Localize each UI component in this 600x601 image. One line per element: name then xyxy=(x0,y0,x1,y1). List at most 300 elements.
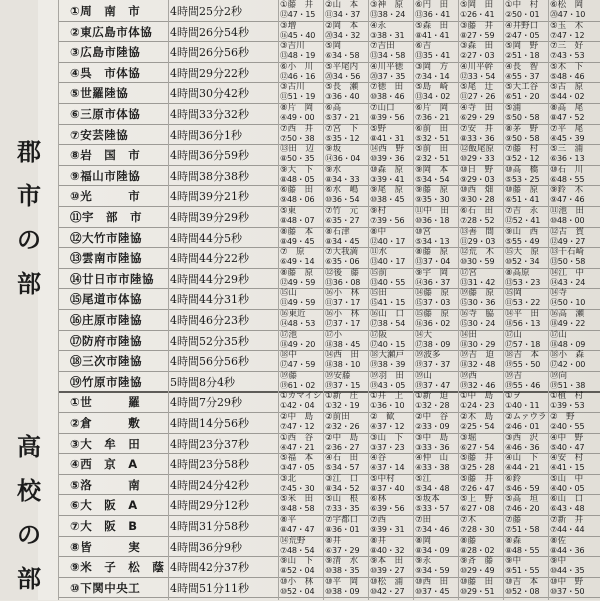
leg-cell xyxy=(415,247,460,267)
leg-time: ⑤40・47 xyxy=(550,442,585,452)
leg-cell xyxy=(280,577,325,597)
leg-cell xyxy=(505,227,550,247)
leg-time: ②36・27 xyxy=(325,442,360,452)
team-name: ⑧皆 実 xyxy=(70,539,141,554)
leg-cell xyxy=(415,227,460,247)
runner-name: ⑦吉 永 xyxy=(505,206,539,216)
leg-time: ⑤34・48 xyxy=(415,483,450,493)
runner-name: ⑯小 林 xyxy=(325,288,360,299)
leg-cell xyxy=(460,21,505,41)
leg-time: ⑩52・34 xyxy=(505,257,540,267)
leg-cell xyxy=(370,103,415,123)
leg-cell xyxy=(370,433,415,453)
leg-cell xyxy=(415,371,460,391)
leg-time: ⑲37・47 xyxy=(415,380,451,390)
runner-name: ⑲山 xyxy=(415,370,441,381)
leg-time: ⑳34・56 xyxy=(325,71,361,81)
leg-cell xyxy=(325,577,370,597)
runner-name: ⑦西 xyxy=(370,515,387,525)
leg-cell xyxy=(280,288,325,308)
runner-name: ④川平徳 xyxy=(370,61,404,72)
total-time: 4時間30分42秒 xyxy=(170,87,249,101)
leg-cell xyxy=(550,391,595,411)
leg-time: ⑲55・46 xyxy=(505,380,541,390)
runner-name: ⑦宮 下 xyxy=(325,123,359,134)
leg-cell xyxy=(460,82,505,102)
leg-cell xyxy=(325,165,370,185)
runner-name: ⑪中 田 xyxy=(415,206,450,216)
leg-time: ⑬37・04 xyxy=(415,257,451,267)
leg-time: ⑤37・21 xyxy=(325,113,360,122)
runner-name: ②中 島 xyxy=(280,412,314,422)
leg-cell xyxy=(505,103,550,123)
leg-cell xyxy=(370,124,415,144)
leg-time: ⑤48・46 xyxy=(550,71,585,81)
runner-name: ⑨本 田 xyxy=(370,556,404,567)
leg-time: ⑨29・03 xyxy=(460,174,495,184)
runner-name: ⑧平 xyxy=(280,515,305,525)
runner-name: ⑫飯尾原 xyxy=(460,144,495,155)
leg-cell xyxy=(415,288,460,308)
team-name: ⑩光 市 xyxy=(70,189,141,204)
runner-name: ⑩中 野 xyxy=(550,576,584,587)
leg-cells xyxy=(280,103,600,123)
leg-cell xyxy=(325,288,370,308)
leg-cell xyxy=(505,0,550,20)
leg-cell xyxy=(370,474,415,494)
runner-name: ⑥水 嶋 xyxy=(325,185,359,196)
leg-time: ⑨51・55 xyxy=(505,566,540,576)
leg-time: ⑩48・00 xyxy=(550,216,585,225)
leg-cell xyxy=(280,330,325,350)
leg-cell xyxy=(505,165,550,185)
leg-time: ⑬40・17 xyxy=(370,257,406,267)
leg-time: ⑮30・36 xyxy=(460,298,496,308)
leg-cell xyxy=(550,350,595,370)
leg-time: ⑭36・37 xyxy=(415,277,451,287)
leg-cell xyxy=(370,144,415,164)
leg-time: ⑪34・37 xyxy=(325,10,361,19)
leg-cell xyxy=(460,165,505,185)
leg-cell xyxy=(550,433,595,453)
total-time: 4時間52分35秒 xyxy=(170,334,249,348)
leg-time: ⑨47・46 xyxy=(550,195,585,205)
leg-cells xyxy=(280,288,600,308)
runner-name: ⑩宮 xyxy=(415,226,440,237)
leg-cell xyxy=(460,227,505,247)
leg-cell xyxy=(325,62,370,82)
runner-name: ⑧森 xyxy=(505,535,522,546)
team-name: ⑦安芸陸協 xyxy=(70,127,129,142)
leg-cell xyxy=(325,330,370,350)
leg-cell xyxy=(505,247,550,267)
runner-name: ⑤岡 xyxy=(325,41,350,52)
leg-time: ⑧47・52 xyxy=(550,113,585,122)
leg-time: ④37・12 xyxy=(370,422,405,431)
leg-cell xyxy=(550,474,595,494)
total-time: 4時間44分31秒 xyxy=(170,293,249,307)
leg-time: ⑧40・32 xyxy=(370,545,405,555)
leg-time: ⑤50・58 xyxy=(505,113,540,122)
runner-name: ⑲藤 原 xyxy=(460,288,495,299)
runner-name: ⑧藤 原 xyxy=(415,247,449,258)
runner-name: ⑥林 xyxy=(370,494,387,505)
leg-cell xyxy=(370,288,415,308)
leg-cell xyxy=(550,453,595,473)
leg-time: ⑧34・33 xyxy=(325,174,360,184)
runner-name: ⑫古 賀 xyxy=(550,226,585,237)
team-name: ⑮尾道市体協 xyxy=(70,292,142,307)
runner-name: ⑭大 xyxy=(415,329,441,340)
row-separator xyxy=(58,597,600,598)
result-row xyxy=(58,165,600,185)
leg-time: ⑦26・47 xyxy=(460,483,495,493)
runner-name: ⑨坂 xyxy=(325,144,350,155)
leg-cell xyxy=(550,536,595,556)
column-line xyxy=(323,0,324,600)
leg-time: ④44・21 xyxy=(505,463,540,473)
runner-name: ④谷 xyxy=(370,453,395,464)
runner-name: ⑲西 xyxy=(460,370,486,381)
result-row xyxy=(58,227,600,247)
leg-cell xyxy=(550,556,595,576)
runner-name: ⑦田 xyxy=(415,515,432,525)
leg-cell xyxy=(280,62,325,82)
leg-cell xyxy=(370,350,415,370)
leg-time: ⑳47・10 xyxy=(550,10,586,19)
runner-name: ⑲藤 xyxy=(280,370,298,381)
leg-cells xyxy=(280,247,600,267)
division-char: 校 xyxy=(17,476,41,505)
total-time: 4時間29分22秒 xyxy=(170,66,249,80)
leg-time: ③33・36 xyxy=(415,442,450,452)
runner-name: ②ムァウラ xyxy=(505,412,547,422)
team-name: ⑪宇 部 市 xyxy=(70,210,142,224)
total-time: 4時間38分38秒 xyxy=(170,169,249,183)
runner-name: ⑤森 田 xyxy=(415,20,449,31)
runner-name: ⑯寺 脇 xyxy=(460,309,495,319)
runner-name: ⑤坂本 xyxy=(415,494,440,505)
runner-name: ⑤山 中 xyxy=(550,473,584,484)
leg-cell xyxy=(415,536,460,556)
leg-time: ⑧50・35 xyxy=(280,154,315,164)
runner-name: ⑤福 本 xyxy=(280,453,314,464)
leg-time: ⑰38・54 xyxy=(370,319,406,328)
total-time: 4時間29分12秒 xyxy=(170,499,249,513)
runner-name: ⑧藤 本 xyxy=(280,226,314,237)
runner-name: ①新 迫 xyxy=(415,391,449,402)
leg-time: ⑳37・35 xyxy=(370,71,406,81)
leg-cell xyxy=(370,227,415,247)
leg-cell xyxy=(370,330,415,350)
result-row xyxy=(58,412,600,432)
leg-time: ⑧28・02 xyxy=(460,545,495,555)
leg-cell xyxy=(325,309,370,329)
leg-time: ⑬40・55 xyxy=(370,277,406,287)
runner-name: ①藤 井 xyxy=(280,0,314,10)
leg-cell xyxy=(550,577,595,597)
leg-time: ⑧44・36 xyxy=(550,545,585,555)
runner-name: ⑤高 垣 xyxy=(505,494,539,505)
leg-time: ⑨35・30 xyxy=(415,195,450,205)
total-time: 4時間23分37秒 xyxy=(170,437,249,451)
leg-time: ⑦39・56 xyxy=(370,216,405,225)
runner-name: ④石 田 xyxy=(325,453,359,464)
leg-cell xyxy=(460,41,505,61)
leg-cells xyxy=(280,206,600,226)
leg-cell xyxy=(325,433,370,453)
runner-name: ⑯山 口 xyxy=(370,309,405,319)
leg-time: ⑨39・31 xyxy=(370,525,405,534)
column-line xyxy=(278,0,279,600)
runner-name: ⑭藤 原 xyxy=(415,288,450,299)
leg-cell xyxy=(505,371,550,391)
leg-time: ⑩38・09 xyxy=(325,586,360,596)
result-row xyxy=(58,474,600,494)
leg-cell xyxy=(415,309,460,329)
leg-time: ⑲61・02 xyxy=(280,380,316,390)
runner-name: ⑤山 根 xyxy=(325,494,359,505)
leg-time: ⑩37・45 xyxy=(415,586,450,596)
team-name: ⑫大竹市陸協 xyxy=(70,230,142,245)
leg-time: ⑦48・54 xyxy=(280,545,315,555)
leg-cell xyxy=(415,165,460,185)
leg-time: ⑥43・48 xyxy=(550,504,585,514)
leg-cell xyxy=(280,41,325,61)
leg-time: ④55・37 xyxy=(505,71,540,81)
runner-name: ⑭寺 xyxy=(550,288,576,299)
runner-name: ①西 谷 xyxy=(280,432,314,443)
leg-time: ⑬34・02 xyxy=(415,92,451,102)
runner-name: ⑦吉田 xyxy=(370,41,395,52)
runner-name: ③古川 xyxy=(280,82,305,93)
leg-time: ⑫46・16 xyxy=(280,71,316,81)
leg-time: ⑬50・58 xyxy=(550,257,586,267)
leg-time: ⑦47・12 xyxy=(550,30,585,40)
leg-time: ⑤33・57 xyxy=(415,504,450,514)
leg-cell xyxy=(325,371,370,391)
runner-name: ⑭江 中 xyxy=(550,267,585,278)
result-row xyxy=(58,0,600,20)
leg-cell xyxy=(550,103,595,123)
leg-time: ⑤44・02 xyxy=(550,92,585,102)
leg-time: ⑥37・29 xyxy=(325,545,360,555)
leg-time: ⑨48・06 xyxy=(280,195,315,205)
leg-time: ⑰57・18 xyxy=(505,339,541,349)
runner-name: ②前田 xyxy=(325,412,350,422)
leg-time: ⑱38・45 xyxy=(325,339,361,349)
leg-time: ⑥29・29 xyxy=(460,113,495,122)
leg-time: ⑩37・50 xyxy=(550,586,585,596)
leg-time: ⑦34・14 xyxy=(415,71,450,81)
runner-name: ⑥石 田 xyxy=(460,206,494,216)
leg-time: ②32・26 xyxy=(325,422,360,431)
runner-name: ⑩日 野 xyxy=(460,164,494,175)
division-char: 郡 xyxy=(17,137,41,166)
leg-cell xyxy=(550,62,595,82)
runner-name: ⑨藤 原 xyxy=(415,185,449,196)
runner-name: ⑦藤 村 xyxy=(505,144,539,155)
leg-cell xyxy=(280,185,325,205)
leg-cell xyxy=(325,82,370,102)
leg-cell xyxy=(505,577,550,597)
leg-cells xyxy=(280,268,600,288)
result-row xyxy=(58,288,600,308)
leg-time: ⑰42・00 xyxy=(550,360,586,370)
leg-time: ⑲37・15 xyxy=(325,380,361,390)
runner-name: ⑭田 xyxy=(460,329,486,340)
runner-name: ⑨水 xyxy=(325,164,350,175)
runner-name: ①植 村 xyxy=(550,391,584,402)
leg-time: ①40・11 xyxy=(505,401,540,411)
runner-name: ⑭西 野 xyxy=(370,144,405,155)
leg-time: ⑧48・07 xyxy=(280,216,315,225)
runner-name: ⑩平 岡 xyxy=(325,576,359,587)
total-time: 4時間7分29秒 xyxy=(170,396,242,410)
leg-cell xyxy=(325,0,370,20)
leg-cell xyxy=(415,577,460,597)
leg-time: ⑤34・13 xyxy=(415,236,450,246)
leg-cell xyxy=(415,21,460,41)
leg-cell xyxy=(550,515,595,535)
leg-cell xyxy=(325,185,370,205)
leg-cell xyxy=(550,412,595,432)
runner-name: ⑤藤 井 xyxy=(460,473,494,484)
runner-name: ⑲吉 xyxy=(505,370,531,381)
total-time: 4時間36分1秒 xyxy=(170,128,242,142)
leg-time: ⑩39・36 xyxy=(370,154,405,164)
leg-time: ⑩29・33 xyxy=(460,154,495,164)
leg-cell xyxy=(415,82,460,102)
runner-name: ⑥藤 田 xyxy=(280,185,314,196)
leg-time: ②50・01 xyxy=(505,10,540,19)
leg-time: ②32・51 xyxy=(415,154,450,164)
leg-time: ⑱49・22 xyxy=(550,319,586,328)
leg-time: ⑧27・59 xyxy=(460,30,495,40)
column-line xyxy=(548,0,549,600)
leg-time: ⑧48・05 xyxy=(280,174,315,184)
total-time: 4時間44分29秒 xyxy=(170,272,249,286)
leg-time: ⑦28・30 xyxy=(460,525,495,534)
runner-name: ⑫荒 木 xyxy=(460,247,495,258)
division-char: の xyxy=(17,225,41,254)
leg-time: ⑥35・06 xyxy=(325,257,360,267)
runner-name: ③江 口 xyxy=(325,473,359,484)
leg-cell xyxy=(325,515,370,535)
leg-cell xyxy=(550,165,595,185)
leg-cell xyxy=(280,391,325,411)
leg-cells xyxy=(280,41,600,61)
leg-time: ⑤46・59 xyxy=(505,483,540,493)
runner-name: ⑩西 畑 xyxy=(460,185,494,196)
result-row xyxy=(58,309,600,329)
result-row xyxy=(58,494,600,514)
leg-time: ⑨34・59 xyxy=(415,566,450,576)
total-time: 4時間39分29秒 xyxy=(170,211,249,224)
runner-name: ⑥吉 xyxy=(415,41,432,52)
column-line xyxy=(58,0,59,600)
leg-cell xyxy=(415,124,460,144)
leg-cell xyxy=(325,21,370,41)
leg-time: ⑦47・12 xyxy=(280,422,315,431)
leg-time: ⑩38・46 xyxy=(370,92,405,102)
runner-name: ⑤岡 田 xyxy=(460,0,494,10)
runner-name: ③藤 井 xyxy=(460,20,494,31)
leg-cell xyxy=(505,556,550,576)
leg-time: ⑫52・41 xyxy=(505,216,541,225)
leg-cells xyxy=(280,165,600,185)
leg-time: ⑥48・55 xyxy=(550,174,585,184)
leg-time: ③36・40 xyxy=(325,92,360,102)
leg-time: ⑧48・55 xyxy=(505,545,540,555)
leg-time: ⑯45・40 xyxy=(280,30,316,40)
runner-name: ⑤江 xyxy=(415,473,440,484)
leg-time: ⑦51・58 xyxy=(505,525,540,534)
leg-time: ⑩38・45 xyxy=(370,195,405,205)
leg-cell xyxy=(280,515,325,535)
runner-name: ⑨山 下 xyxy=(280,556,314,567)
leg-time: ①42・04 xyxy=(280,401,315,411)
leg-time: ⑥36・13 xyxy=(550,154,585,164)
leg-time: ⑪49・59 xyxy=(280,298,316,308)
runner-name: ④永 xyxy=(370,20,395,31)
result-row xyxy=(58,391,600,411)
leg-time: ⑥51・41 xyxy=(505,195,540,205)
total-time: 4時間39分21秒 xyxy=(170,190,249,204)
leg-cell xyxy=(415,412,460,432)
leg-cell xyxy=(460,350,505,370)
column-line xyxy=(413,0,414,600)
team-name: ⑲竹原市陸協 xyxy=(70,374,142,389)
leg-cell xyxy=(505,350,550,370)
result-row xyxy=(58,41,600,61)
leg-time: ⑰37・17 xyxy=(325,319,361,328)
runner-name: ④寺 田 xyxy=(460,103,494,113)
total-time: 4時間33分32秒 xyxy=(170,108,249,121)
runner-name: ⑧井 xyxy=(370,535,395,546)
leg-time: ⑭50・10 xyxy=(550,298,586,308)
leg-time: ⑨30・28 xyxy=(460,195,495,205)
runner-name: ⑧高 尾 xyxy=(550,103,584,113)
leg-cell xyxy=(505,494,550,514)
leg-cell xyxy=(325,41,370,61)
division-char: 部 xyxy=(17,564,41,593)
result-row xyxy=(58,453,600,473)
runner-name: ⑧井 xyxy=(325,535,350,546)
team-name: ①世 羅 xyxy=(70,395,141,410)
leg-cell xyxy=(505,453,550,473)
leg-cell xyxy=(280,371,325,391)
leg-cell xyxy=(460,474,505,494)
leg-time: ⑫49・59 xyxy=(280,277,316,287)
runner-name: ⑨斉 藤 xyxy=(460,556,494,567)
leg-time: ⑮37・03 xyxy=(415,298,451,308)
leg-cell xyxy=(415,391,460,411)
runner-name: ⑲安藤 xyxy=(325,370,351,381)
leg-cells xyxy=(280,577,600,597)
runner-name: ③森 田 xyxy=(460,41,494,52)
leg-cell xyxy=(325,494,370,514)
leg-time: ⑱30・29 xyxy=(460,339,496,349)
leg-cell xyxy=(325,350,370,370)
runner-name: ⑪水 xyxy=(370,247,396,258)
runner-name: ③増 xyxy=(280,20,305,31)
leg-time: ⑱49・20 xyxy=(280,339,316,349)
runner-name: ⑤藤 井 xyxy=(460,453,494,464)
leg-time: ⑩29・51 xyxy=(460,586,495,596)
leg-cell xyxy=(550,144,595,164)
leg-cell xyxy=(460,185,505,205)
